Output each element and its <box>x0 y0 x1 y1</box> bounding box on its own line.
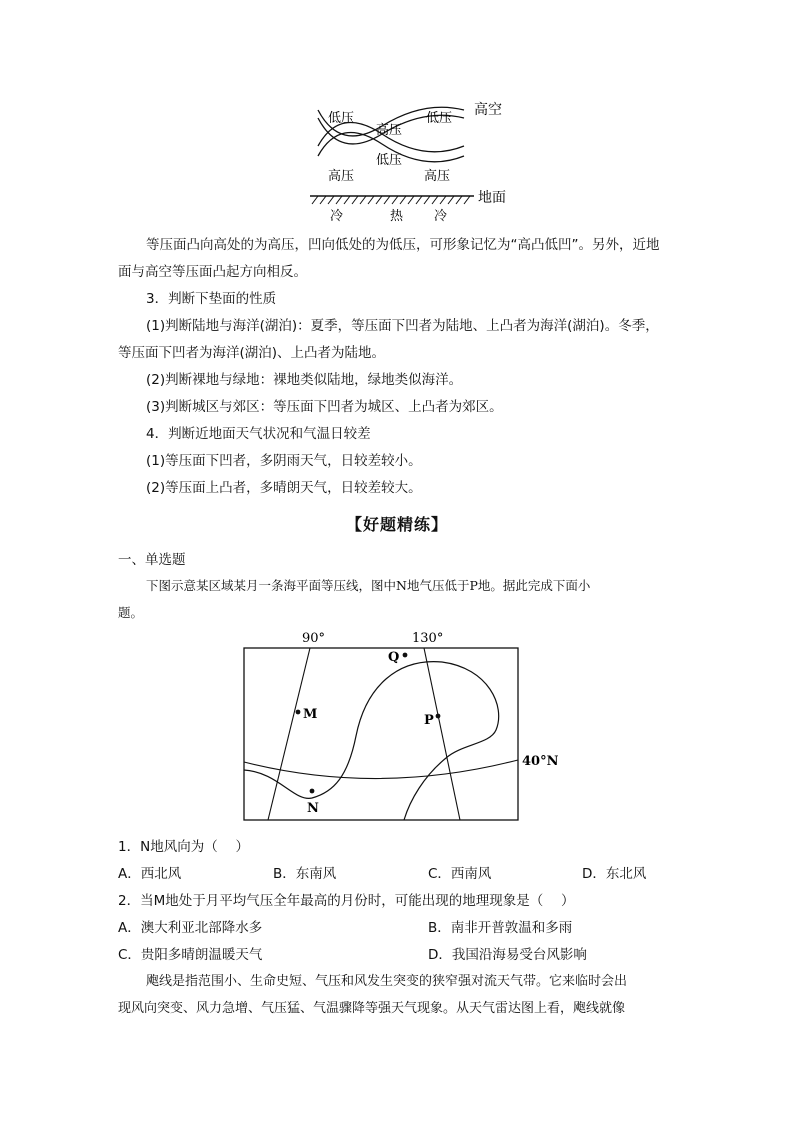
paragraph-line: 等压面下凹者为海洋(湖泊)、上凸者为陆地。 <box>118 345 386 361</box>
heading-4: 4．判断近地面天气状况和气温日较差 <box>146 426 371 442</box>
passage-line: 现风向突变、风力急增、气压猛、气温骤降等强天气现象。从天气雷达图上看，飑线就像 <box>118 1001 626 1016</box>
lat-40n-label: 40°N <box>522 754 559 769</box>
temp-right-label: 冷 <box>434 209 448 224</box>
paragraph-line: (1)判断陆地与海洋(湖泊)：夏季，等压面下凹者为陆地、上凸者为海洋(湖泊)。冬季， <box>146 318 659 334</box>
isobar-diagram <box>300 96 520 224</box>
isobar-line <box>244 662 499 820</box>
temp-center-label: 热 <box>390 209 404 224</box>
meridian-90 <box>268 648 310 820</box>
question-2-option-a: A．澳大利亚北部降水多 <box>118 920 263 936</box>
intro-line: 下图示意某区域某月一条海平面等压线，图中N地气压低于P地。据此完成下面小 <box>146 578 591 593</box>
question-1-option-d: D．东北风 <box>582 866 647 882</box>
question-2-option-d: D．我国沿海易受台风影响 <box>428 947 587 963</box>
paragraph-line: (3)判断城区与郊区：等压面下凹者为城区、上凸者为郊区。 <box>146 399 503 415</box>
question-1-option-c: C．西南风 <box>428 866 492 882</box>
point-n-label: N <box>307 801 319 816</box>
question-section-heading: 一、单选题 <box>118 552 186 568</box>
passage-line: 飑线是指范围小、生命史短、气压和风发生突变的狭窄强对流天气带。它来临时会出 <box>146 974 628 989</box>
point-p-label: P <box>424 713 434 728</box>
question-1-option-a: A．西北风 <box>118 866 182 882</box>
paragraph-line: (2)等压面上凸者，多晴朗天气，日较差较大。 <box>146 480 422 496</box>
heading-3: 3．判断下垫面的性质 <box>146 291 277 307</box>
high-altitude-label: 高空 <box>474 102 502 118</box>
question-1-option-b: B．东南风 <box>273 866 337 882</box>
isobar-map <box>238 626 568 826</box>
latitude-40n <box>244 760 518 779</box>
section-title: 【好题精练】 <box>345 515 448 534</box>
question-2-stem: 2．当M地处于月平均气压全年最高的月份时，可能出现的地理现象是（ ） <box>118 893 575 909</box>
intro-line: 题。 <box>118 605 144 620</box>
question-2-option-b: B．南非开普敦温和多雨 <box>428 920 573 936</box>
lower-right-label: 高压 <box>424 169 451 184</box>
lon-90-label: 90° <box>302 631 326 646</box>
upper-left-label: 低压 <box>328 111 355 126</box>
point-n <box>310 789 315 794</box>
paragraph-line: 面与高空等压面凸起方向相反。 <box>118 264 307 280</box>
map-frame <box>244 648 518 820</box>
upper-center-label: 高压 <box>376 123 403 138</box>
ground-label: 地面 <box>478 190 506 206</box>
meridian-130 <box>424 648 460 820</box>
lon-130-label: 130° <box>412 631 444 646</box>
point-m-label: M <box>303 707 318 722</box>
question-1-stem: 1．N地风向为（ ） <box>118 839 249 855</box>
ground-hatch <box>312 196 470 204</box>
upper-right-label: 低压 <box>426 111 453 126</box>
paragraph-line: (1)等压面下凹者，多阴雨天气，日较差较小。 <box>146 453 422 469</box>
lower-left-label: 高压 <box>328 169 355 184</box>
point-q <box>403 653 408 658</box>
paragraph-line: (2)判断裸地与绿地：裸地类似陆地，绿地类似海洋。 <box>146 372 463 388</box>
question-2-option-c: C．贵阳多晴朗温暖天气 <box>118 947 263 963</box>
temp-left-label: 冷 <box>330 209 344 224</box>
point-m <box>296 710 301 715</box>
point-q-label: Q <box>388 650 400 665</box>
point-p <box>436 714 441 719</box>
paragraph-line: 等压面凸向高处的为高压，凹向低处的为低压，可形象记忆为“高凸低凹”。另外，近地 <box>146 237 660 253</box>
lower-center-label: 低压 <box>376 153 403 168</box>
